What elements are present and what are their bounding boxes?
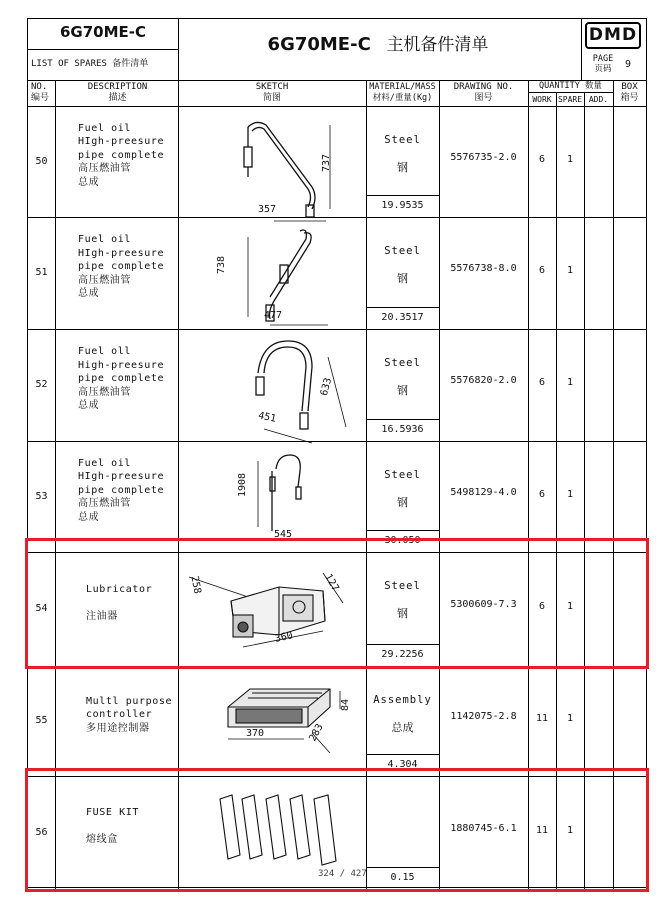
col-sketch-en: SKETCH	[255, 82, 289, 92]
col-sketch-cn: 简图	[262, 93, 281, 103]
col-mat-cn: 材料/重量(Kg)	[372, 93, 433, 103]
row-material-cn: 钢	[397, 272, 408, 285]
row-material-cn: 总成	[391, 721, 414, 734]
row-qty-spare: 1	[566, 488, 574, 500]
sketch-dim-52-h: 633	[318, 376, 335, 398]
col-desc-en: DESCRIPTION	[87, 82, 148, 92]
row-material-cn: 钢	[397, 496, 408, 509]
page-number: 9	[625, 59, 632, 70]
page-label-en: PAGE	[592, 54, 614, 64]
dmd-logo: DMD	[585, 22, 641, 49]
highlight-row-56	[25, 768, 649, 892]
row-drawing-no: 5576820-2.0	[450, 375, 517, 386]
row-mass: 4.304	[387, 759, 418, 770]
page-counter: 324 / 427	[318, 869, 367, 879]
row-qty-spare: 1	[566, 153, 574, 165]
sketch-dim-50-w: 357	[258, 204, 277, 215]
row-qty-work: 6	[538, 601, 546, 612]
page-label-cn: 页码	[594, 64, 612, 74]
sketch-dim-51-h: 738	[216, 255, 228, 275]
sketch-dim-55-d: 283	[307, 722, 326, 744]
row-description: Lubricator 注油器	[86, 583, 153, 622]
col-mat-en: MATERIAL/MASS	[369, 82, 436, 92]
row-qty-spare: 1	[566, 824, 574, 836]
sketch-dim-54-a: 258	[188, 575, 203, 595]
list-of-spares-label: LIST OF SPARES 备件清单	[31, 59, 149, 69]
row-description: FUSE KIT 熔线盒	[86, 807, 139, 846]
col-material	[366, 82, 439, 104]
col-draw-cn: 图号	[474, 93, 493, 103]
col-box	[613, 82, 646, 104]
row-number: 51	[35, 267, 48, 278]
title-cn: 主机备件清单	[386, 35, 489, 55]
row-drawing-no: 5576738-8.0	[450, 263, 517, 274]
page-title	[178, 25, 578, 65]
row-qty-work: 6	[538, 488, 546, 500]
row-qty-work: 6	[538, 153, 546, 165]
row-mass: 16.5936	[381, 424, 424, 435]
row-qty-spare: 1	[566, 377, 574, 388]
page-label	[585, 54, 621, 74]
sketch-dim-54-b: 127	[322, 572, 341, 594]
row-number: 55	[35, 715, 48, 726]
row-drawing-no: 5300609-7.3	[450, 599, 517, 610]
sketch-pipe-50	[208, 113, 358, 223]
highlight-row-54	[25, 538, 649, 669]
row-number: 52	[35, 379, 48, 390]
col-box-cn: 箱号	[620, 93, 639, 103]
row-drawing-no: 5576735-2.0	[450, 151, 517, 163]
col-work: WORK	[532, 95, 552, 104]
sketch-dim-53-w: 545	[274, 529, 293, 540]
row-number: 50	[35, 155, 48, 167]
row-material: Steel	[384, 357, 421, 369]
row-mass: 0.15	[390, 872, 415, 883]
row-drawing-no: 5498129-4.0	[450, 486, 517, 498]
col-quantity: QUANTITY 数量	[538, 81, 603, 91]
col-sketch	[178, 82, 366, 104]
sketch-pipe-51	[218, 225, 368, 335]
row-number: 53	[35, 490, 48, 502]
row-material: Steel	[384, 134, 421, 146]
sketch-dim-50-h: 737	[321, 153, 333, 173]
row-drawing-no: 1142075-2.8	[450, 711, 517, 722]
row-material: Assembly	[373, 694, 432, 706]
col-box-en: BOX	[621, 82, 638, 92]
row-material: Steel	[384, 245, 421, 257]
sketch-dim-55-w: 370	[246, 728, 265, 739]
row-number: 56	[35, 826, 48, 838]
sketch-pipe-52	[228, 337, 358, 447]
sketch-dim-52-w: 451	[257, 410, 278, 425]
row-qty-spare: 1	[566, 601, 574, 612]
col-desc-cn: 描述	[108, 93, 127, 103]
row-qty-work: 6	[538, 377, 546, 388]
row-description: Fuel oil HIgh-preesure pipe complete 高压燃油管 总成	[78, 122, 165, 188]
col-add: ADD.	[588, 95, 609, 104]
row-material-cn: 钢	[397, 161, 408, 174]
row-description: Fuel oll High-preesure pipe complete 高压燃油管 总成	[78, 346, 165, 412]
row-mass: 30.050	[384, 535, 421, 546]
col-description	[58, 82, 177, 104]
sketch-dim-54-c: 360	[273, 630, 294, 645]
col-drawing	[439, 82, 528, 104]
row-material-cn: 钢	[397, 607, 408, 620]
row-material: Steel	[384, 580, 421, 592]
row-qty-work: 11	[535, 824, 549, 836]
row-qty-work: 6	[538, 265, 546, 276]
row-description: Fuel oil HIgh-preesure pipe complete 高压燃油管 总成	[78, 457, 165, 523]
col-no-cn: 编号	[31, 93, 50, 103]
spares-sheet	[27, 18, 647, 888]
title-model: 6G70ME-C	[267, 34, 371, 55]
sketch-dim-53-h: 1908	[237, 472, 249, 498]
row-qty-spare: 1	[566, 713, 574, 724]
col-no	[31, 82, 49, 104]
col-no-en: NO.	[31, 82, 48, 92]
col-spare: SPARE	[557, 95, 583, 104]
row-mass: 20.3517	[381, 312, 424, 323]
row-description: Fuel oil HIgh-preesure pipe complete 高压燃油管 总成	[78, 234, 165, 300]
col-draw-en: DRAWING NO.	[453, 82, 514, 92]
sketch-dim-55-h: 84	[340, 698, 352, 712]
row-qty-spare: 1	[566, 265, 574, 276]
row-drawing-no: 1880745-6.1	[450, 822, 517, 834]
row-material-cn: 钢	[397, 384, 408, 397]
row-mass: 29.2256	[381, 649, 424, 660]
row-material: Steel	[384, 469, 421, 481]
row-description: Multl purpose controller 多用途控制器	[86, 695, 173, 734]
sketch-dim-51-w: 477	[264, 310, 283, 321]
row-qty-work: 11	[535, 713, 549, 724]
row-mass: 19.9535	[381, 200, 424, 211]
model-code: 6G70ME-C	[59, 23, 147, 41]
sketch-controller-55	[208, 679, 358, 774]
row-number: 54	[35, 603, 48, 614]
